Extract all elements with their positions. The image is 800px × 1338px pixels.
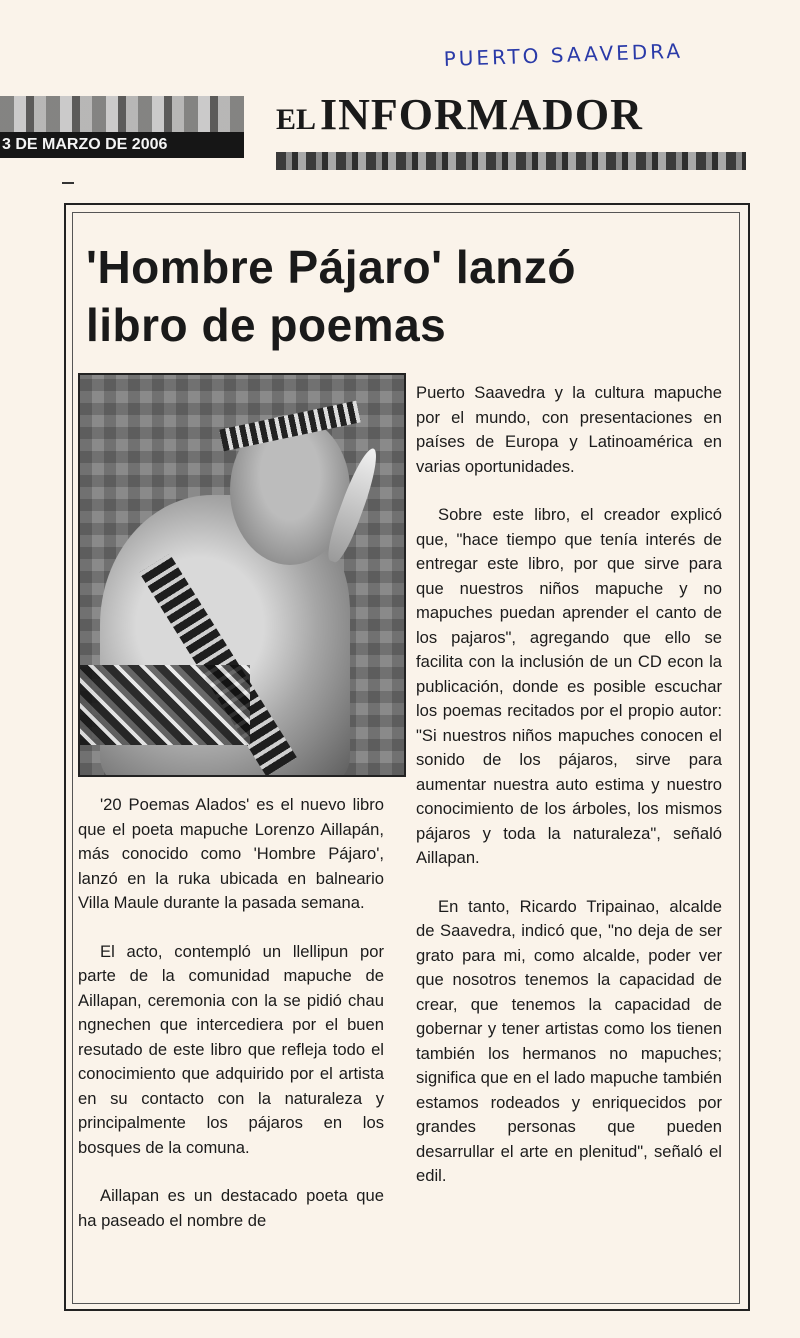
divider-mark <box>62 182 74 184</box>
photo-woven-cloth <box>80 665 250 745</box>
article-column-right <box>416 381 722 1189</box>
decorative-pattern-strip <box>0 96 244 132</box>
handwritten-note: PUERTO SAAVEDRA <box>443 38 684 72</box>
newspaper-name-main: INFORMADOR <box>320 90 643 139</box>
masthead <box>276 92 746 164</box>
article-photo <box>78 373 406 777</box>
paragraph: Aillapan es un destacado poeta que ha paseado el nombre de <box>78 1186 384 1230</box>
newspaper-name <box>276 92 746 148</box>
paragraph: Puerto Saavedra y la cultura mapuche por el mundo, con presentaciones en países de Europa y Latinoamérica en varias oportunidades. <box>416 383 722 476</box>
newspaper-name-prefix: EL <box>276 103 317 136</box>
paragraph: '20 Poemas Alados' es el nuevo libro que el poeta mapuche Lorenzo Aillapán, más conocido como 'Hombre Pájaro', lanzó en la ruka ubicada en balneario Villa Maule durante la pasada semana. <box>78 795 384 912</box>
issue-date: 3 DE MARZO DE 2006 <box>0 132 244 158</box>
headline-line-1: 'Hombre Pájaro' lanzó <box>86 241 576 293</box>
paragraph: Sobre este libro, el creador explicó que, "hace tiempo que tenía interés de entregar este libro, por que sirve para que nuestros niños mapuche y no mapuches puedan aprender el canto de los pajaros", agregando que ello se facilita con la inclusión de un CD econ la publicación, donde es posible escuchar los poemas recitados por el propio autor: "Si nuestros niños mapuches conocen el sonido de los pájaros, sirve para aumentar nuestra auto estima y nuestro conocimiento de los árboles, los mismos pájaros y toda la naturaleza", señaló Aillapan. <box>416 505 722 867</box>
paragraph: En tanto, Ricardo Tripainao, alcalde de Saavedra, indicó que, "no deja de ser grato para mi, como alcalde, poder ver que nosotros tenemos la capacidad de crear, que tenemos la capacidad de gobernar y tener artistas como los tienen también los hermanos no mapuches; significa que en el lado mapuche también estamos rodeados y enriquecidos por grandes personas que pueden desarrullar el arte en plenitud", señaló el edil. <box>416 896 722 1185</box>
masthead-sub-strip <box>276 152 746 170</box>
masthead-date-block <box>0 96 244 160</box>
paragraph: El acto, contempló un llellipun por parte de la comunidad mapuche de Aillapan, ceremonia con la se pidió chau ngnechen que intercediera por el buen resutado de este libro que refleja todo el conocimiento que adquirido por el artista en su contacto con la naturaleza y principalmente los pájaros en los bosques de la comuna. <box>78 941 384 1157</box>
article-column-left <box>78 793 384 1233</box>
headline-line-2: libro de poemas <box>86 299 447 351</box>
article-headline <box>86 238 736 354</box>
